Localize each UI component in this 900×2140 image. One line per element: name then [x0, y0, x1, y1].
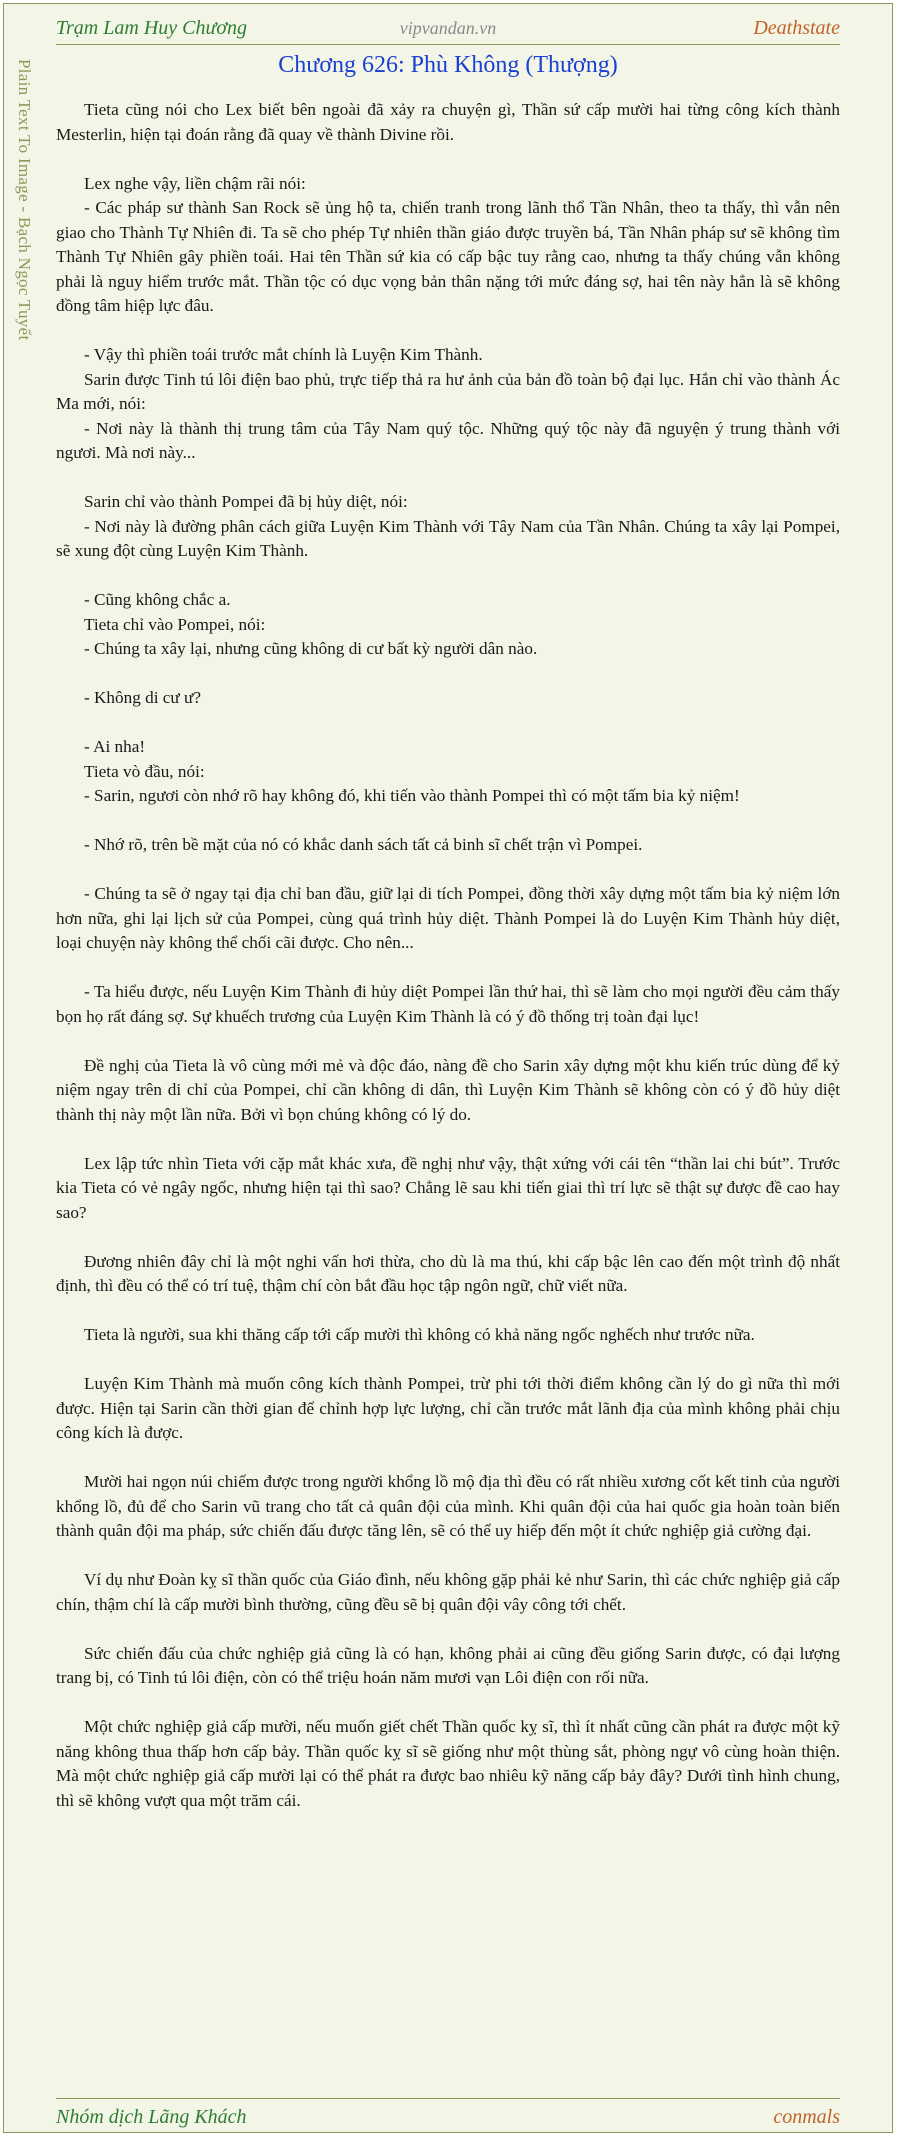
paragraph: - Chúng ta sẽ ở ngay tại địa chỉ ban đầu, giữ lại di tích Pompei, đồng thời xây dựng một tấm bia kỷ niệm lớn hơn nữa, ghi lại lịch sử của Pompei, cùng quá trình hủy diệt. Thành Pompei là do Luyện Kim Thành hủy diệt, loại chuyện này không thể chối cãi được. Cho nên... — [56, 884, 840, 952]
paragraph: - Nơi này là đường phân cách giữa Luyện Kim Thành với Tây Nam của Tần Nhân. Chúng ta xây lại Pompei, sẽ xung đột cùng Luyện Kim Thành. — [56, 516, 840, 560]
page-footer — [56, 2098, 840, 2135]
paragraph: - Các pháp sư thành San Rock sẽ ủng hộ ta, chiến tranh trong lãnh thổ Tần Nhân, theo ta thấy, thì vẫn nên giao cho Thành Tự Nhiên đi. Ta sẽ cho phép Tự nhiên thần giáo được truyền bá, Tần Nhân pháp sư sẽ không tìm Thành Tự Nhiên gây phiền toái. Hai tên Thần sứ kia có cấp bậc tuy rằng cao, nhưng ta thấy chúng vẫn không phải là nguy hiểm trước mắt. Thần tộc có dục vọng bản thân nặng tới mức đáng sợ, hai tên này hẳn là sẽ không đồng tâm hiệp lực đâu. — [56, 198, 840, 315]
chapter-title: Chương 626: Phù Không (Thượng) — [278, 52, 618, 78]
page-header — [56, 12, 840, 45]
paragraph: Sức chiến đấu của chức nghiệp giả cũng là có hạn, không phải ai cũng đều giống Sarin được, có đại lượng trang bị, có Tinh tú lôi điện, còn có thể triệu hoán năm mươi vạn Lôi điện con rối nữa. — [56, 1643, 840, 1687]
paragraph: Mười hai ngọn núi chiếm được trong người khổng lồ mộ địa thì đều có rất nhiều xương cốt kết tinh của người khổng lồ, đủ để cho Sarin vũ trang cho tất cả quân đội của mình. Khi quân đội của hai quốc gia hoàn toàn biến thành quân đội ma pháp, sức chiến đấu được tăng lên, sẽ có thể uy hiếp đến một ít chức nghiệp giả cường đại. — [56, 1472, 840, 1540]
header-author: Deathstate — [753, 16, 840, 39]
paragraph: Sarin được Tinh tú lôi điện bao phủ, trực tiếp thả ra hư ảnh của bản đồ toàn bộ đại lục. Hắn chỉ vào thành Ác Ma mới, nói: — [56, 369, 840, 413]
paragraph: Tieta là người, sua khi thăng cấp tới cấp mười thì không có khả năng ngốc nghếch như trước nữa. — [84, 1325, 755, 1344]
side-watermark: Plain Text To Image - Bạch Ngọc Tuyết — [15, 59, 34, 341]
paragraph: - Vậy thì phiền toái trước mắt chính là Luyện Kim Thành. — [84, 345, 483, 364]
paragraph: Tieta chỉ vào Pompei, nói: — [84, 614, 266, 634]
paragraph: - Ai nha! — [84, 737, 146, 756]
paragraph: Một chức nghiệp giả cấp mười, nếu muốn giết chết Thần quốc kỵ sĩ, thì ít nhất cũng cần phát ra được một kỹ năng không thua thấp hơn cấp bảy. Thần quốc kỵ sĩ sẽ giống như một thùng sắt, phòng ngự vô cùng hoàn thiện. Mà một chức nghiệp giả cấp mười lại có thể phát ra được bao nhiêu kỹ năng cấp bảy đây? Dưới tình hình chung, thì sẽ không vượt qua một trăm cái. — [56, 1717, 840, 1810]
paragraph: - Sarin, ngươi còn nhớ rõ hay không đó, khi tiến vào thành Pompei thì có một tấm bia kỷ niệm! — [84, 786, 740, 805]
paragraph: Sarin chỉ vào thành Pompei đã bị hủy diệt, nói: — [84, 492, 408, 511]
header-site: vipvandan.vn — [399, 17, 497, 38]
paragraph: Lex lập tức nhìn Tieta với cặp mắt khác xưa, đề nghị như vậy, thật xứng với cái tên “thần lai chi bút”. Trước kia Tieta có vẻ ngây ngốc, nhưng hiện tại thì sao? Chẳng lẽ sau khi tiến giai thì trí lực sẽ thật sự được đề cao hay sao? — [56, 1153, 840, 1222]
paragraph: Tieta cũng nói cho Lex biết bên ngoài đã xảy ra chuyện gì, Thần sứ cấp mười hai từng công kích thành Mesterlin, hiện tại đoán rằng đã quay về thành Divine rồi. — [56, 100, 840, 144]
paragraph: - Chúng ta xây lại, nhưng cũng không di cư bất kỳ người dân nào. — [84, 639, 538, 658]
paragraph: - Cũng không chắc a. — [84, 590, 231, 609]
paragraph: - Không di cư ư? — [84, 688, 201, 707]
paragraph: Lex nghe vậy, liền chậm rãi nói: — [84, 173, 306, 193]
footer-group: Nhóm dịch Lãng Khách — [56, 2105, 247, 2128]
header-translator-station: Trạm Lam Huy Chương — [56, 16, 248, 39]
paragraph: - Nhớ rõ, trên bề mặt của nó có khắc danh sách tất cả binh sĩ chết trận vì Pompei. — [84, 835, 643, 854]
page-frame — [3, 3, 893, 2133]
paragraph: Tieta vò đầu, nói: — [84, 761, 205, 781]
paragraph: Luyện Kim Thành mà muốn công kích thành Pompei, trừ phi tới thời điểm không cần lý do gì nữa thì mới được. Hiện tại Sarin cần thời gian để chỉnh hợp lực lượng, chỉ cần trước mắt lãnh địa của mình không phải chịu công kích là được. — [56, 1374, 840, 1442]
paragraph: - Ta hiểu được, nếu Luyện Kim Thành đi hủy diệt Pompei lần thứ hai, thì sẽ làm cho mọi người đều cảm thấy bọn họ rất đáng sợ. Sự khuếch trương của Luyện Kim Thành là có ý đồ thống trị toàn đại lục! — [56, 982, 840, 1026]
paragraph: Đương nhiên đây chỉ là một nghi vấn hơi thừa, cho dù là ma thú, khi cấp bậc lên cao đến một trình độ nhất định, thì đều có thể có trí tuệ, thậm chí còn bắt đầu học tập ngôn ngữ, chữ viết nữa. — [56, 1251, 840, 1295]
chapter-body — [56, 98, 840, 1813]
paragraph: Ví dụ như Đoàn kỵ sĩ thần quốc của Giáo đình, nếu không gặp phải kẻ như Sarin, thì các chức nghiệp giả cấp chín, thậm chí là cấp mười bình thường, cũng đều sẽ bị quân đội vây công tới chết. — [56, 1570, 840, 1614]
footer-editor: conmals — [773, 2105, 840, 2128]
paragraph: Đề nghị của Tieta là vô cùng mới mẻ và độc đáo, nàng đề cho Sarin xây dựng một khu kiến trúc dùng để kỷ niệm ngay trên di chỉ của Pompei, chỉ cần không di dân, thì Luyện Kim Thành sẽ không còn có ý đồ hủy diệt thành thị này một lần nữa. Bởi vì bọn chúng không có lý do. — [56, 1055, 840, 1124]
paragraph: - Nơi này là thành thị trung tâm của Tây Nam quý tộc. Những quý tộc này đã nguyện ý trung thành với ngươi. Mà nơi này... — [56, 418, 840, 462]
